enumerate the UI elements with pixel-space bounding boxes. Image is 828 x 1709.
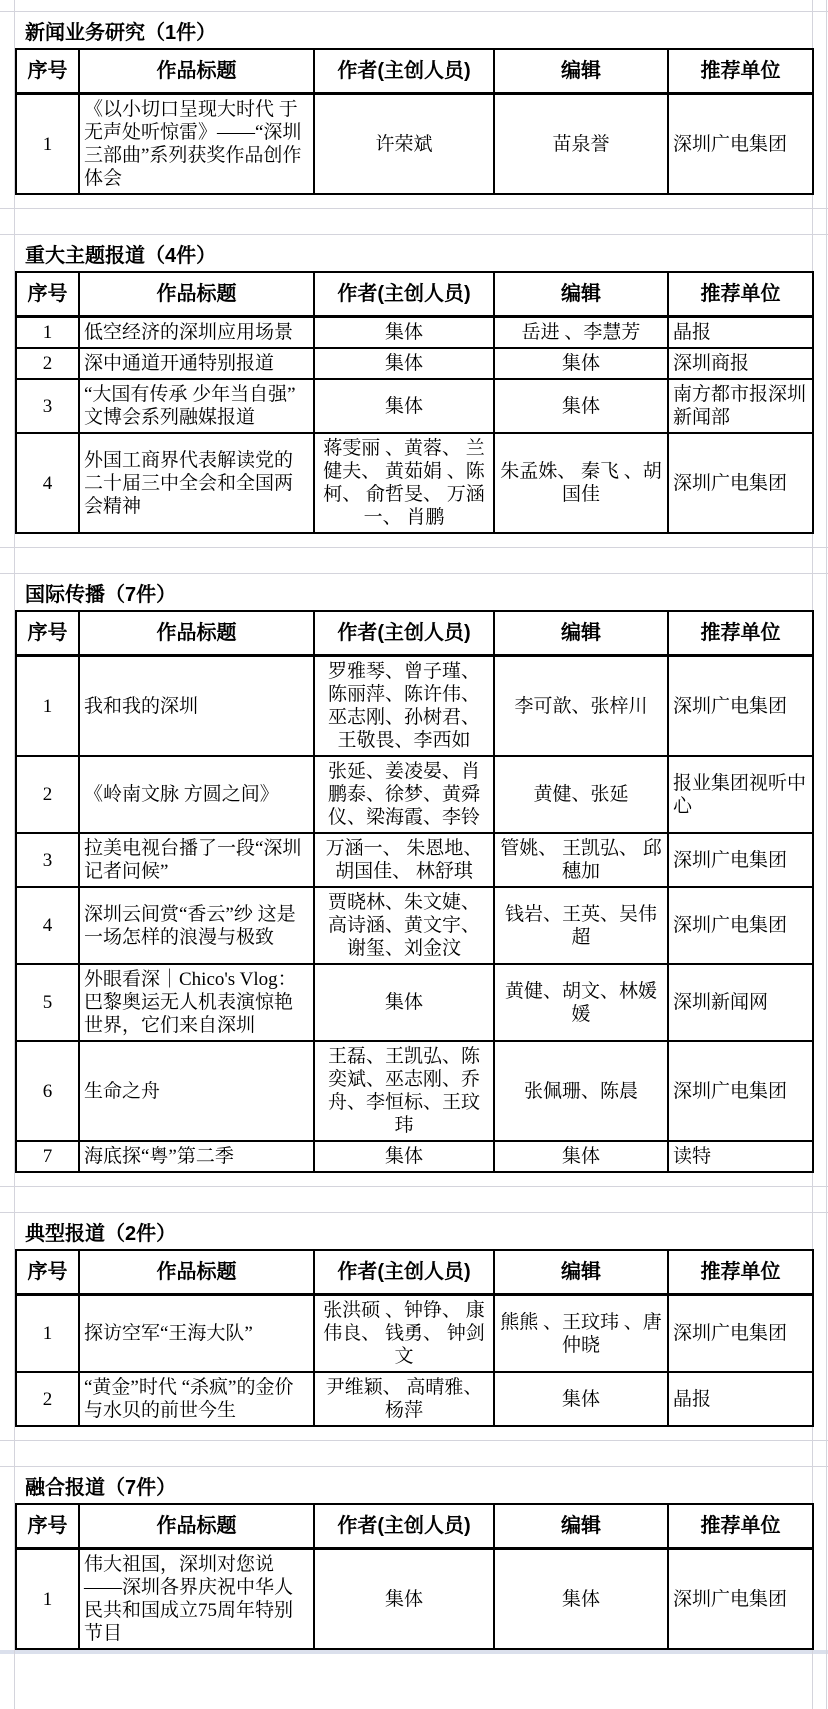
table-row	[16, 887, 813, 964]
table-row	[16, 433, 813, 533]
column-header-editors: 编辑	[494, 1250, 668, 1295]
cell-editors: 管姚、 王凯弘、 邱穗加	[494, 833, 668, 887]
column-header-serial: 序号	[16, 1250, 79, 1295]
section-title: 典型报道（2件）	[25, 1223, 177, 1245]
table-head	[16, 1250, 813, 1295]
table-row	[16, 379, 813, 433]
header-row	[16, 611, 813, 656]
cell-serial: 2	[16, 348, 79, 379]
column-header-authors: 作者(主创人员)	[314, 49, 494, 94]
cell-title: “大国有传承 少年当自强”文博会系列融媒报道	[79, 379, 314, 433]
table-row	[16, 1549, 813, 1650]
table-row	[16, 94, 813, 195]
cell-editors: 集体	[494, 379, 668, 433]
table-row	[16, 348, 813, 379]
cell-authors: 集体	[314, 964, 494, 1041]
table-row	[16, 756, 813, 833]
section-title: 重大主题报道（4件）	[25, 245, 217, 267]
table-row	[16, 1372, 813, 1426]
cell-recommender: 深圳商报	[668, 348, 813, 379]
cell-recommender: 深圳广电集团	[668, 656, 813, 757]
table-row	[16, 833, 813, 887]
section-gap	[0, 195, 828, 235]
column-header-editors: 编辑	[494, 1504, 668, 1549]
cell-editors: 集体	[494, 348, 668, 379]
table-head	[16, 272, 813, 317]
cell-serial: 4	[16, 433, 79, 533]
cell-recommender: 深圳广电集团	[668, 94, 813, 195]
award-table	[15, 48, 814, 195]
table-row	[16, 1041, 813, 1141]
cell-serial: 1	[16, 656, 79, 757]
cell-title: 外眼看深｜Chico's Vlog：巴黎奥运无人机表演惊艳世界，它们来自深圳	[79, 964, 314, 1041]
section-title-band	[0, 1213, 828, 1249]
bottom-strip	[0, 1650, 828, 1654]
column-header-editors: 编辑	[494, 272, 668, 317]
cell-authors: 许荣斌	[314, 94, 494, 195]
cell-authors: 集体	[314, 1549, 494, 1650]
header-row	[16, 272, 813, 317]
cell-title: 探访空军“王海大队”	[79, 1295, 314, 1373]
cell-recommender: 深圳广电集团	[668, 887, 813, 964]
table-row	[16, 656, 813, 757]
cell-serial: 7	[16, 1141, 79, 1172]
cell-authors: 王磊、王凯弘、陈奕斌、巫志刚、乔舟、李恒标、王玟玮	[314, 1041, 494, 1141]
cell-serial: 1	[16, 94, 79, 195]
cell-authors: 集体	[314, 348, 494, 379]
table-row	[16, 1295, 813, 1373]
cell-title: 我和我的深圳	[79, 656, 314, 757]
cell-editors: 集体	[494, 1549, 668, 1650]
column-header-authors: 作者(主创人员)	[314, 1250, 494, 1295]
cell-title: 《以小切口呈现大时代 于无声处听惊雷》——“深圳三部曲”系列获奖作品创作体会	[79, 94, 314, 195]
award-table	[15, 271, 814, 534]
table-head	[16, 49, 813, 94]
column-header-title: 作品标题	[79, 49, 314, 94]
table-body	[16, 656, 813, 1173]
cell-title: 海底探“粤”第二季	[79, 1141, 314, 1172]
column-header-serial: 序号	[16, 49, 79, 94]
section-gap	[0, 534, 828, 574]
grid-row	[0, 534, 828, 548]
column-header-editors: 编辑	[494, 611, 668, 656]
section-title-band	[0, 12, 828, 48]
cell-recommender: 报业集团视听中心	[668, 756, 813, 833]
section-title-band	[0, 1467, 828, 1503]
column-header-title: 作品标题	[79, 611, 314, 656]
cell-title: 伟大祖国，深圳对您说——深圳各界庆祝中华人民共和国成立75周年特别节目	[79, 1549, 314, 1650]
cell-authors: 贾晓林、朱文婕、高诗涵、黄文宇、谢玺、刘金汶	[314, 887, 494, 964]
column-header-recommender: 推荐单位	[668, 272, 813, 317]
cell-authors: 尹维颖、 高晴雅、 杨萍	[314, 1372, 494, 1426]
table-body	[16, 317, 813, 534]
cell-authors: 万涵一、 朱恩地、 胡国佳、 林舒琪	[314, 833, 494, 887]
cell-editors: 黄健、张延	[494, 756, 668, 833]
section-title: 融合报道（7件）	[25, 1477, 177, 1499]
section-title-band	[0, 235, 828, 271]
cell-title: 低空经济的深圳应用场景	[79, 317, 314, 349]
cell-editors: 苗泉誉	[494, 94, 668, 195]
cell-serial: 1	[16, 1295, 79, 1373]
cell-authors: 蒋雯丽 、黄蓉、 兰健夫、 黄茹娟 、陈柯、 俞哲旻、 万涵一、 肖鹏	[314, 433, 494, 533]
grid-row	[0, 195, 828, 209]
header-row	[16, 49, 813, 94]
cell-editors: 钱岩、王英、吴伟超	[494, 887, 668, 964]
grid-row	[0, 1441, 828, 1467]
column-header-serial: 序号	[16, 611, 79, 656]
column-header-title: 作品标题	[79, 1250, 314, 1295]
section-title: 国际传播（7件）	[25, 584, 177, 606]
column-header-authors: 作者(主创人员)	[314, 1504, 494, 1549]
cell-recommender: 深圳广电集团	[668, 1041, 813, 1141]
cell-editors: 集体	[494, 1372, 668, 1426]
table-head	[16, 1504, 813, 1549]
cell-authors: 张延、姜凌晏、肖鹏泰、徐梦、黄舜仪、梁海霞、李铃	[314, 756, 494, 833]
cell-authors: 罗雅琴、曾子瑾、陈丽萍、陈许伟、巫志刚、孙树君、王敬畏、李西如	[314, 656, 494, 757]
header-row	[16, 1504, 813, 1549]
cell-editors: 张佩珊、陈晨	[494, 1041, 668, 1141]
cell-recommender: 读特	[668, 1141, 813, 1172]
cell-recommender: 南方都市报深圳新闻部	[668, 379, 813, 433]
award-table	[15, 610, 814, 1173]
cell-recommender: 深圳新闻网	[668, 964, 813, 1041]
cell-recommender: 深圳广电集团	[668, 1295, 813, 1373]
cell-recommender: 深圳广电集团	[668, 833, 813, 887]
grid-row	[0, 209, 828, 235]
cell-title: 拉美电视台播了一段“深圳记者问候”	[79, 833, 314, 887]
cell-recommender: 晶报	[668, 317, 813, 349]
header-row	[16, 1250, 813, 1295]
cell-serial: 4	[16, 887, 79, 964]
cell-title: “黄金”时代 “杀疯”的金价与水贝的前世今生	[79, 1372, 314, 1426]
cell-serial: 3	[16, 379, 79, 433]
table-head	[16, 611, 813, 656]
cell-serial: 5	[16, 964, 79, 1041]
section-title: 新闻业务研究（1件）	[25, 22, 217, 44]
section-gap	[0, 1173, 828, 1213]
cell-editors: 岳进 、李慧芳	[494, 317, 668, 349]
cell-editors: 集体	[494, 1141, 668, 1172]
grid-row	[0, 548, 828, 574]
sheet-content	[0, 12, 828, 1650]
cell-serial: 2	[16, 1372, 79, 1426]
cell-recommender: 深圳广电集团	[668, 433, 813, 533]
cell-serial: 3	[16, 833, 79, 887]
column-header-title: 作品标题	[79, 272, 314, 317]
table-body	[16, 94, 813, 195]
cell-authors: 集体	[314, 379, 494, 433]
section-gap	[0, 1427, 828, 1467]
column-header-editors: 编辑	[494, 49, 668, 94]
column-header-serial: 序号	[16, 272, 79, 317]
cell-authors: 张洪硕 、钟铮、 康伟良、 钱勇、 钟剑文	[314, 1295, 494, 1373]
column-header-authors: 作者(主创人员)	[314, 611, 494, 656]
table-row	[16, 317, 813, 349]
cell-authors: 集体	[314, 317, 494, 349]
column-header-serial: 序号	[16, 1504, 79, 1549]
grid-row	[0, 1427, 828, 1441]
cell-recommender: 晶报	[668, 1372, 813, 1426]
grid-row	[0, 1187, 828, 1213]
column-header-recommender: 推荐单位	[668, 1504, 813, 1549]
cell-recommender: 深圳广电集团	[668, 1549, 813, 1650]
column-header-authors: 作者(主创人员)	[314, 272, 494, 317]
column-header-recommender: 推荐单位	[668, 49, 813, 94]
award-table	[15, 1249, 814, 1427]
cell-serial: 2	[16, 756, 79, 833]
cell-serial: 1	[16, 317, 79, 349]
column-header-recommender: 推荐单位	[668, 1250, 813, 1295]
column-header-title: 作品标题	[79, 1504, 314, 1549]
cell-serial: 1	[16, 1549, 79, 1650]
cell-title: 外国工商界代表解读党的二十届三中全会和全国两会精神	[79, 433, 314, 533]
cell-editors: 李可歆、张梓川	[494, 656, 668, 757]
table-body	[16, 1549, 813, 1650]
cell-title: 深中通道开通特别报道	[79, 348, 314, 379]
award-table	[15, 1503, 814, 1650]
top-grid-row	[0, 0, 828, 12]
column-header-recommender: 推荐单位	[668, 611, 813, 656]
cell-authors: 集体	[314, 1141, 494, 1172]
table-row	[16, 1141, 813, 1172]
cell-serial: 6	[16, 1041, 79, 1141]
table-row	[16, 964, 813, 1041]
cell-editors: 熊熊 、王玟玮 、唐仲晓	[494, 1295, 668, 1373]
grid-row	[0, 1173, 828, 1187]
cell-title: 生命之舟	[79, 1041, 314, 1141]
section-title-band	[0, 574, 828, 610]
cell-title: 《岭南文脉 方圆之间》	[79, 756, 314, 833]
cell-title: 深圳云间赏“香云”纱 这是一场怎样的浪漫与极致	[79, 887, 314, 964]
cell-editors: 朱孟姝、 秦飞 、胡国佳	[494, 433, 668, 533]
cell-editors: 黄健、胡文、林媛媛	[494, 964, 668, 1041]
table-body	[16, 1295, 813, 1427]
